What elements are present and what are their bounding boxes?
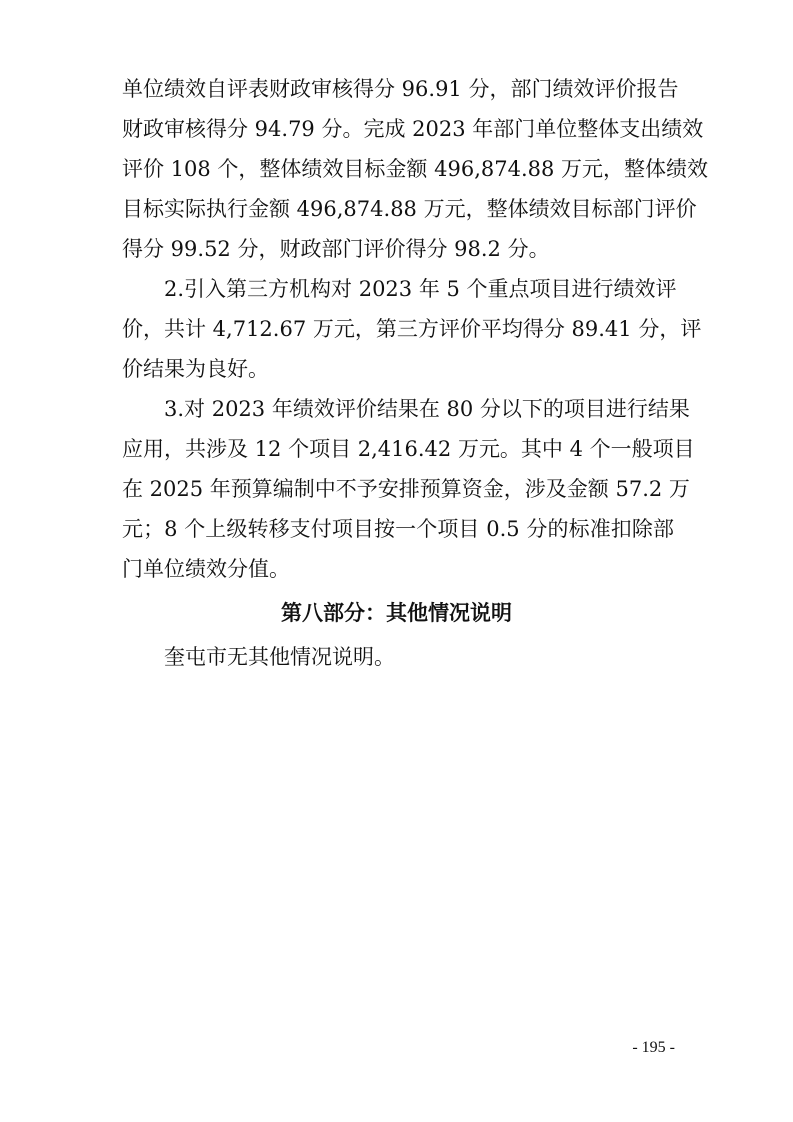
text-line: 在 2025 年预算编制中不予安排预算资金，涉及金额 57.2 万 <box>122 477 690 501</box>
text-line: 价结果为良好。 <box>122 357 269 381</box>
text-line: 财政审核得分 94.79 分。完成 2023 年部门单位整体支出绩效 <box>122 117 704 141</box>
text-line: 2.引入第三方机构对 2023 年 5 个重点项目进行绩效评 <box>164 277 677 301</box>
text-line: 评价 108 个，整体绩效目标金额 496,874.88 万元，整体绩效 <box>122 157 709 181</box>
text-line: 价，共计 4,712.67 万元，第三方评价平均得分 89.41 分，评 <box>122 317 702 341</box>
text-line: 应用，共涉及 12 个项目 2,416.42 万元。其中 4 个一般项目 <box>122 437 695 461</box>
page-number: - 195 - <box>632 1039 675 1056</box>
section-body-text: 奎屯市无其他情况说明。 <box>164 645 395 669</box>
text-line: 门单位绩效分值。 <box>122 557 290 581</box>
text-line: 单位绩效自评表财政审核得分 96.91 分，部门绩效评价报告 <box>122 77 679 101</box>
text-line: 元；8 个上级转移支付项目按一个项目 0.5 分的标准扣除部 <box>122 517 674 541</box>
text-line: 得分 99.52 分，财政部门评价得分 98.2 分。 <box>122 237 550 261</box>
section-heading: 第八部分：其他情况说明 <box>281 601 512 625</box>
text-line: 3.对 2023 年绩效评价结果在 80 分以下的项目进行结果 <box>164 397 690 421</box>
text-line: 目标实际执行金额 496,874.88 万元，整体绩效目标部门评价 <box>122 197 697 221</box>
